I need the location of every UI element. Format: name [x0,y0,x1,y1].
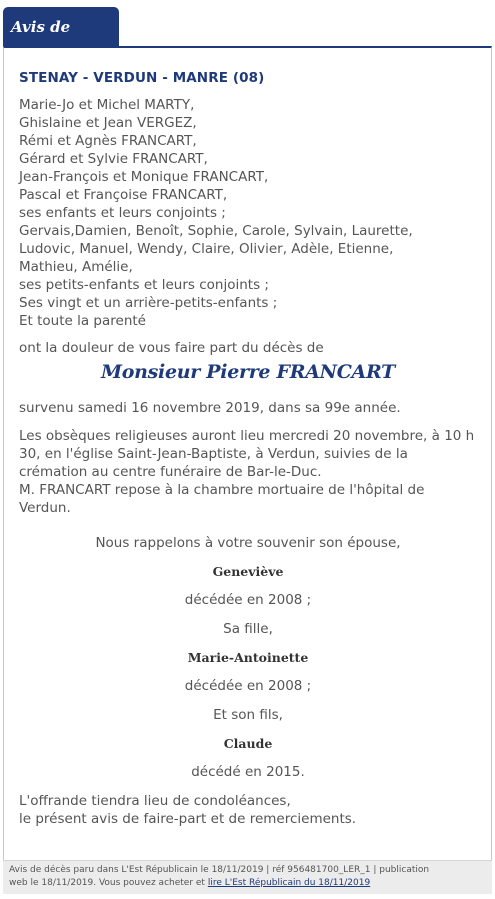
remembrance-intro: Nous rappelons à votre souvenir son épouse, [95,535,401,551]
daughter-death: décédée en 2008 ; [184,678,312,694]
obituary-content [19,70,477,828]
newspaper-link[interactable]: lire L'Est Républicain du 18/11/2019 [207,878,371,888]
family-line: Jean-François et Monique FRANCART, [19,169,269,185]
family-line: Gervais,Damien, Benoît, Sophie, Carole, Sylvain, Laurette, [19,223,413,239]
family-line: Et toute la parenté [19,313,146,329]
family-line: ses petits-enfants et leurs conjoints ; [19,277,269,293]
footer-line: Avis de décès paru dans L'Est Républicain le 18/11/2019 | réf 956481700_LER_1 | publication [9,865,430,875]
footer-text: web le 18/11/2019. Vous pouvez acheter et [9,878,208,888]
footer-line-2 [9,877,486,890]
family-line: Ses vingt et un arrière-petits-enfants ; [19,295,278,311]
daughter-name: Marie-Antoinette [187,650,309,665]
location-heading: STENAY - VERDUN - MANRE (08) [19,70,265,86]
tab-label: Avis de [11,18,71,36]
family-line: Gérard et Sylvie FRANCART, [19,151,208,167]
family-line: Rémi et Agnès FRANCART, [19,133,197,149]
publication-footer [3,860,492,894]
family-line: Ghislaine et Jean VERGEZ, [19,115,197,131]
family-line: ses enfants et leurs conjoints ; [19,205,226,221]
deceased-name: Monsieur Pierre FRANCART [101,361,395,383]
family-line: Marie-Jo et Michel MARTY, [19,97,195,113]
death-date-text: survenu samedi 16 novembre 2019, dans sa 99e année. [19,400,401,416]
daughter-intro: Sa fille, [223,621,273,637]
closing-line: L'offrande tiendra lieu de condoléances, [19,793,291,809]
closing-text [19,792,477,828]
announcement-text: ont la douleur de vous faire part du décès de [19,340,324,356]
family-list [19,96,477,330]
rest-text: M. FRANCART repose à la chambre mortuaire de l'hôpital de Verdun. [19,482,425,516]
funeral-text: Les obsèques religieuses auront lieu mercredi 20 novembre, à 10 h 30, en l'église Saint-Jean-Baptiste, à Verdun, suivies de la crémation au centre funéraire de Bar-le-Duc. [19,428,475,480]
closing-line: le présent avis de faire-part et de remerciements. [19,811,357,827]
obituary-tab[interactable] [3,7,119,47]
family-line: Ludovic, Manuel, Wendy, Claire, Olivier, Adèle, Etienne, [19,241,394,257]
son-name: Claude [223,736,273,751]
family-line: Pascal et Françoise FRANCART, [19,187,228,203]
son-death: décédé en 2015. [191,764,305,780]
family-line: Mathieu, Amélie, [19,259,133,275]
wife-death: décédée en 2008 ; [184,592,312,608]
son-intro: Et son fils, [213,707,283,723]
obituary-card [3,46,492,894]
wife-name: Geneviève [212,564,284,579]
